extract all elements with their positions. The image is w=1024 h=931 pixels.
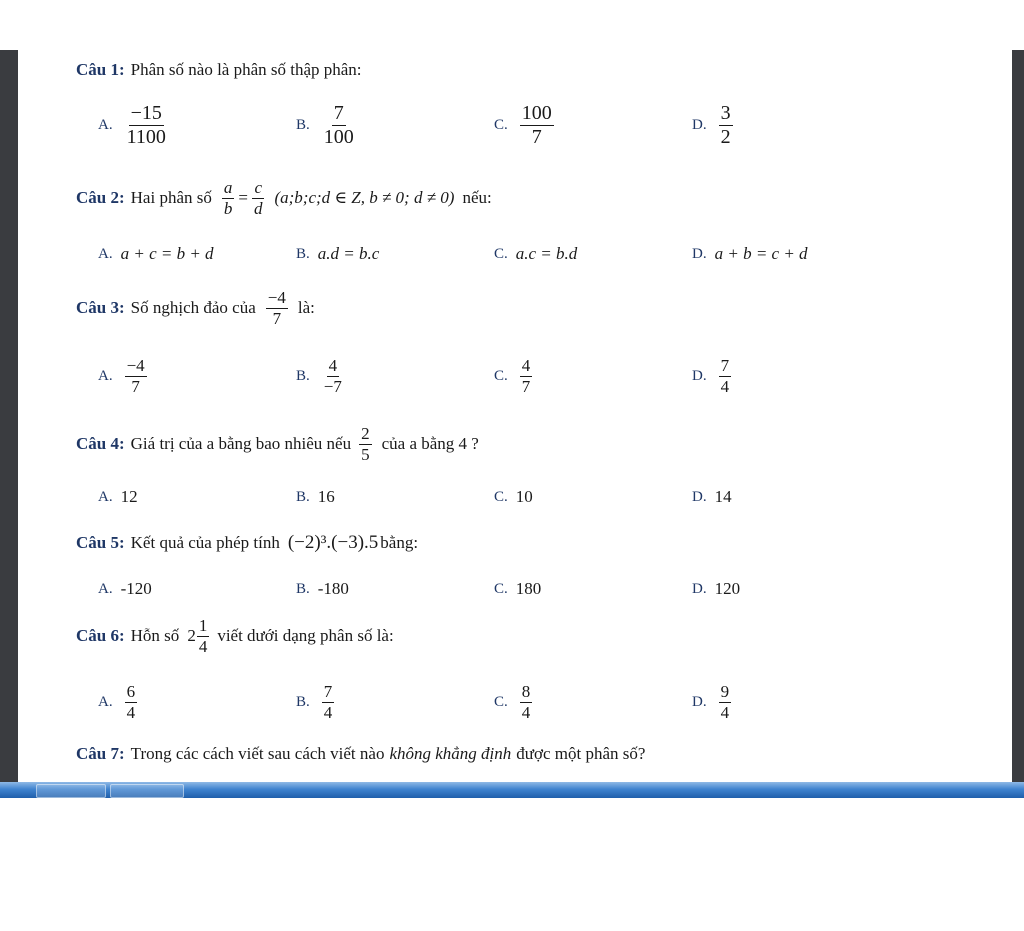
question-label: Câu 5: (76, 533, 125, 552)
math-expression: (−2)³.(−3).5 (287, 532, 379, 553)
fraction (520, 682, 533, 722)
numerator: 100 (521, 102, 552, 124)
question-text: Hỗn số (130, 626, 180, 646)
denominator: b (223, 198, 233, 218)
option-letter: B. (296, 117, 310, 133)
question-tail: là: (297, 298, 315, 318)
numerator: 7 (333, 102, 344, 124)
option-letter: B. (296, 245, 310, 262)
option-value: 14 (714, 487, 732, 506)
numerator: 8 (521, 682, 531, 701)
fraction (520, 356, 533, 396)
fraction (222, 178, 235, 218)
fraction (359, 424, 372, 464)
option-letter: D. (692, 693, 707, 710)
question-tail: nếu: (462, 188, 492, 208)
option-letter: C. (494, 117, 508, 133)
option-d[interactable] (692, 356, 735, 396)
option-value: 180 (515, 579, 542, 598)
question-text: Giá trị của a bằng bao nhiêu nếu (130, 434, 352, 454)
option-expression: a.d = b.c (317, 244, 380, 263)
denominator: 4 (198, 636, 208, 656)
fraction (322, 102, 356, 149)
denominator: 1100 (126, 126, 166, 148)
denominator: 2 (720, 126, 731, 148)
question-label: Câu 2: (76, 188, 125, 208)
question-2 (76, 178, 492, 218)
option-a[interactable] (98, 244, 214, 264)
option-letter: B. (296, 693, 310, 710)
question-label: Câu 6: (76, 626, 125, 646)
option-letter: C. (494, 693, 508, 710)
numerator: 6 (126, 682, 136, 701)
numerator: 9 (720, 682, 730, 701)
fraction (125, 682, 138, 722)
question-label: Câu 7: (76, 744, 125, 763)
numerator: a (223, 178, 233, 197)
fraction (719, 682, 732, 722)
fraction (719, 356, 732, 396)
fraction (520, 102, 554, 149)
denominator: 4 (720, 702, 730, 722)
question-4 (76, 424, 479, 464)
question-label: Câu 1: (76, 60, 125, 79)
numerator: 4 (521, 356, 531, 375)
question-tail: bằng: (380, 533, 419, 552)
numerator: 2 (361, 424, 370, 443)
question-label: Câu 3: (76, 298, 125, 318)
condition: (a;b;c;d ∈ Z, b ≠ 0; d ≠ 0) (274, 188, 455, 208)
option-letter: C. (494, 245, 508, 262)
question-text: Phân số nào là phân số thập phân: (130, 60, 362, 79)
option-value: 120 (714, 579, 741, 598)
document-viewer[interactable] (0, 50, 1024, 782)
option-letter: B. (296, 488, 310, 505)
option-c[interactable] (494, 356, 536, 396)
question-1 (76, 60, 362, 80)
option-letter: A. (98, 245, 113, 262)
denominator: 7 (521, 376, 531, 396)
taskbar-button[interactable] (110, 784, 184, 798)
option-letter: C. (494, 367, 508, 384)
option-expression: a + c = b + d (120, 244, 214, 263)
option-c[interactable] (494, 102, 558, 149)
document-page (18, 50, 1012, 782)
denominator: 7 (272, 308, 282, 328)
top-margin (0, 0, 1024, 50)
question-6 (76, 616, 394, 656)
numerator: −4 (126, 356, 145, 375)
fraction (125, 356, 147, 396)
option-letter: D. (692, 117, 707, 133)
question-7 (76, 744, 645, 764)
option-letter: A. (98, 367, 113, 384)
option-letter: A. (98, 580, 113, 597)
option-b[interactable] (296, 102, 360, 149)
taskbar-button[interactable] (36, 784, 106, 798)
taskbar (0, 782, 1024, 798)
option-letter: C. (494, 580, 508, 597)
fraction (719, 102, 733, 149)
blank-area (0, 798, 1024, 931)
option-d[interactable] (692, 579, 740, 599)
option-c[interactable] (494, 682, 536, 722)
option-letter: D. (692, 367, 707, 384)
option-letter: C. (494, 488, 508, 505)
question-label: Câu 4: (76, 434, 125, 454)
denominator: −7 (323, 376, 342, 396)
denominator: 4 (126, 702, 136, 722)
fraction (322, 356, 344, 396)
question-text: Kết quả của phép tính (130, 533, 280, 552)
question-3 (76, 288, 315, 328)
numerator: −4 (267, 288, 286, 307)
option-a[interactable] (98, 682, 141, 722)
numerator: 7 (323, 682, 333, 701)
question-tail: của a bằng 4 ? (381, 434, 479, 454)
question-text: Hai phân số (130, 188, 212, 208)
option-a[interactable] (98, 102, 172, 149)
option-c[interactable] (494, 244, 577, 264)
option-value: 12 (120, 487, 138, 506)
equals-sign: = (238, 188, 248, 208)
option-b[interactable] (296, 579, 349, 599)
option-letter: A. (98, 117, 113, 133)
option-d[interactable] (692, 682, 735, 722)
option-b[interactable] (296, 356, 348, 396)
option-b[interactable] (296, 487, 335, 507)
fraction (197, 616, 210, 656)
mixed-number-whole: 2 (187, 626, 196, 646)
denominator: d (253, 198, 263, 218)
question-tail: được một phân số? (516, 744, 646, 763)
fraction (125, 102, 168, 149)
numerator: c (254, 178, 262, 197)
option-value: 10 (515, 487, 533, 506)
denominator: 4 (323, 702, 333, 722)
fraction (322, 682, 335, 722)
option-value: -120 (120, 579, 152, 598)
question-5 (76, 532, 418, 554)
option-expression: a + b = c + d (714, 244, 808, 263)
option-letter: B. (296, 580, 310, 597)
denominator: 4 (720, 376, 730, 396)
option-a[interactable] (98, 487, 138, 507)
question-tail: viết dưới dạng phân số là: (217, 626, 394, 646)
option-d[interactable] (692, 487, 732, 507)
option-letter: D. (692, 245, 707, 262)
denominator: 100 (323, 126, 354, 148)
option-value: 16 (317, 487, 335, 506)
option-letter: A. (98, 693, 113, 710)
option-d[interactable] (692, 102, 737, 149)
denominator: 5 (361, 444, 370, 464)
option-c[interactable] (494, 487, 533, 507)
numerator: 3 (720, 102, 731, 124)
numerator: 4 (328, 356, 338, 375)
question-text: Trong các cách viết sau cách viết nào (130, 744, 385, 763)
numerator: 1 (198, 616, 208, 635)
question-text: Số nghịch đảo của (130, 298, 256, 318)
fraction (266, 288, 288, 328)
denominator: 7 (131, 376, 140, 396)
option-letter: D. (692, 488, 707, 505)
numerator: −15 (130, 102, 162, 124)
option-value: -180 (317, 579, 349, 598)
option-b[interactable] (296, 682, 338, 722)
option-d[interactable] (692, 244, 808, 264)
fraction (252, 178, 265, 218)
numerator: 7 (720, 356, 730, 375)
denominator: 4 (521, 702, 531, 722)
option-c[interactable] (494, 579, 541, 599)
option-expression: a.c = b.d (515, 244, 578, 263)
option-letter: A. (98, 488, 113, 505)
denominator: 7 (531, 126, 542, 148)
option-b[interactable] (296, 244, 379, 264)
option-letter: D. (692, 580, 707, 597)
emphasized-text: không khẳng định (389, 744, 512, 763)
option-a[interactable] (98, 579, 152, 599)
option-a[interactable] (98, 356, 151, 396)
option-letter: B. (296, 367, 310, 384)
